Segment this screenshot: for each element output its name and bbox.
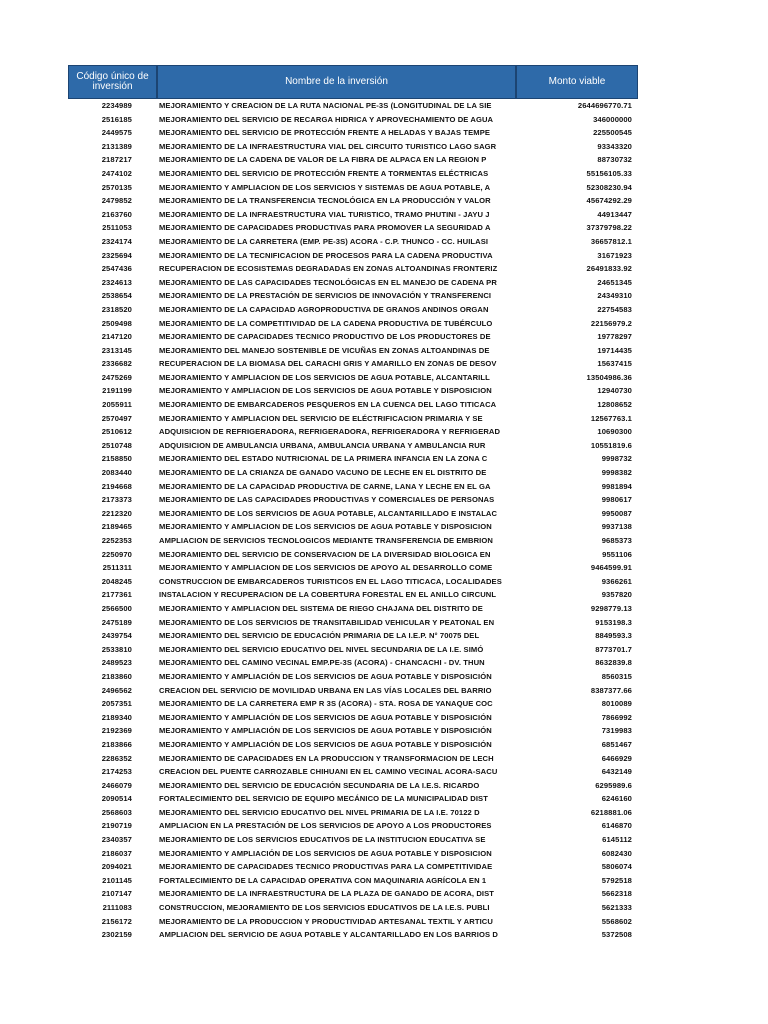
cell-code: 2194668	[101, 481, 132, 491]
cell-name: RECUPERACION DE LA BIOMASA DEL CARACHI GRIS Y AMARILLO EN ZONAS DE DESOV	[159, 359, 497, 369]
cell-name: MEJORAMIENTO Y AMPLIACION DE LOS SERVICIOS DE AGUA POTABLE Y DISPOSICION	[159, 522, 492, 532]
cell-name: MEJORAMIENTO DEL SERVICIO DE EDUCACIÓN SECUNDARIA DE LA I.E.S. RICARDO	[159, 780, 480, 790]
table-row[interactable]	[68, 548, 638, 562]
cell-name: MEJORAMIENTO Y AMPLIACIÓN DE LOS SERVICIOS DE AGUA POTABLE Y DISPOSICIÓN	[159, 712, 492, 722]
cell-name: MEJORAMIENTO Y AMPLIACION DEL SERVICIO DE ELÉCTRIFICACION PRIMARIA Y SE	[159, 413, 483, 423]
cell-code: 2475189	[101, 617, 132, 627]
cell-name: MEJORAMIENTO DEL SERVICIO DE RECARGA HIDRICA Y APROVECHAMIENTO DE AGUA	[159, 114, 494, 124]
header-code[interactable]: Código único de inversión	[68, 65, 157, 99]
table-header	[68, 65, 638, 99]
cell-amount: 8773701.7	[595, 644, 632, 654]
cell-amount: 5372508	[601, 930, 632, 940]
header-name[interactable]: Nombre de la inversión	[157, 65, 516, 99]
cell-name: MEJORAMIENTO Y AMPLIACION DE LOS SERVICIOS DE AGUA POTABLE Y DISPOSICION	[159, 386, 492, 396]
cell-code: 2083440	[101, 468, 132, 478]
cell-code: 2189340	[101, 712, 132, 722]
cell-amount: 7319983	[601, 726, 632, 736]
table-row[interactable]	[68, 765, 638, 779]
cell-name: MEJORAMIENTO DE LA CAPACIDAD AGROPRODUCTIVA DE GRANOS ANDINOS ORGAN	[159, 304, 489, 314]
cell-name: MEJORAMIENTO DE LA CARRETERA EMP R 3S (ACORA) - STA. ROSA DE YANAQUE COC	[159, 699, 493, 709]
cell-code: 2340357	[101, 835, 132, 845]
cell-code: 2183860	[101, 671, 132, 681]
cell-name: MEJORAMIENTO Y AMPLIACION DEL SISTEMA DE RIEGO CHAJANA DEL DISTRITO DE	[159, 603, 483, 613]
cell-name: MEJORAMIENTO DE LAS CAPACIDADES PRODUCTIVAS Y COMERCIALES DE PERSONAS	[159, 495, 495, 505]
cell-name: MEJORAMIENTO DE LA INFRAESTRUCTURA VIAL TURISTICO, TRAMO PHUTINI - JAYU J	[159, 209, 490, 219]
cell-code: 2325694	[101, 250, 132, 260]
cell-amount: 37379798.22	[586, 223, 632, 233]
cell-name: MEJORAMIENTO Y AMPLIACIÓN DE LOS SERVICIOS DE AGUA POTABLE Y DISPOSICION	[159, 848, 492, 858]
cell-name: MEJORAMIENTO DE LOS SERVICIOS DE AGUA POTABLE, ALCANTARILLADO E INSTALAC	[159, 508, 498, 518]
table-row[interactable]	[68, 181, 638, 195]
cell-code: 2107147	[101, 889, 132, 899]
table-row[interactable]	[68, 480, 638, 494]
cell-code: 2177361	[101, 590, 132, 600]
cell-amount: 52308230.94	[586, 182, 632, 192]
cell-amount: 10551819.6	[590, 440, 632, 450]
cell-name: CREACION DEL SERVICIO DE MOVILIDAD URBANA EN LAS VÍAS LOCALES DEL BARRIO	[159, 685, 492, 695]
cell-code: 2568603	[101, 807, 132, 817]
table-row[interactable]	[68, 235, 638, 249]
table-row[interactable]	[68, 629, 638, 643]
cell-amount: 8632839.8	[595, 658, 632, 668]
cell-name: MEJORAMIENTO Y AMPLIACIÓN DE LOS SERVICIOS DE AGUA POTABLE Y DISPOSICIÓN	[159, 726, 492, 736]
table-row[interactable]	[68, 860, 638, 874]
cell-amount: 55156105.33	[586, 168, 632, 178]
cell-code: 2101145	[102, 875, 132, 885]
table-row[interactable]	[68, 153, 638, 167]
cell-name: MEJORAMIENTO DE LA CADENA DE VALOR DE LA FIBRA DE ALPACA EN LA REGION P	[159, 155, 487, 165]
cell-amount: 26491833.92	[586, 264, 632, 274]
cell-name: MEJORAMIENTO DEL MANEJO SOSTENIBLE DE VICUÑAS EN ZONAS ALTOANDINAS DE	[159, 345, 490, 355]
cell-code: 2489523	[101, 658, 132, 668]
table-row[interactable]	[68, 684, 638, 698]
table-row[interactable]	[68, 901, 638, 915]
cell-amount: 22754583	[597, 304, 632, 314]
table-row[interactable]	[68, 371, 638, 385]
cell-name: MEJORAMIENTO DEL SERVICIO DE PROTECCIÓN FRENTE A TORMENTAS ELÉCTRICAS	[159, 168, 489, 178]
cell-code: 2055911	[102, 400, 132, 410]
cell-code: 2189465	[101, 522, 132, 532]
cell-amount: 5806074	[601, 862, 632, 872]
cell-name: MEJORAMIENTO DE LOS SERVICIOS DE TRANSITABILIDAD VEHICULAR Y PEATONAL EN	[159, 617, 495, 627]
cell-code: 2510612	[101, 427, 132, 437]
cell-code: 2570135	[101, 182, 132, 192]
table-row[interactable]	[68, 711, 638, 725]
cell-name: MEJORAMIENTO DE LA INFRAESTRUCTURA DE LA PLAZA DE GANADO DE ACORA, DIST	[159, 889, 495, 899]
cell-code: 2533810	[101, 644, 132, 654]
cell-code: 2183866	[101, 739, 132, 749]
table-row[interactable]	[68, 317, 638, 331]
cell-code: 2192369	[101, 726, 132, 736]
cell-code: 2336682	[101, 359, 132, 369]
table-row[interactable]	[68, 534, 638, 548]
cell-name: MEJORAMIENTO DEL SERVICIO DE CONSERVACION DE LA DIVERSIDAD BIOLOGICA EN	[159, 549, 491, 559]
cell-name: MEJORAMIENTO DEL SERVICIO EDUCATIVO DEL NIVEL SECUNDARIA DE LA I.E. SIMÓ	[159, 644, 484, 654]
cell-code: 2174253	[101, 767, 132, 777]
cell-amount: 9357820	[601, 590, 632, 600]
cell-name: MEJORAMIENTO DE LA INFRAESTRUCTURA VIAL DEL CIRCUITO TURISTICO LAGO SAGR	[159, 141, 497, 151]
cell-name: MEJORAMIENTO Y AMPLIACION DE LOS SERVICIOS Y SISTEMAS DE AGUA POTABLE, A	[159, 182, 491, 192]
cell-name: MEJORAMIENTO DE LA COMPETITIVIDAD DE LA CADENA PRODUCTIVA DE TUBÉRCULO	[159, 318, 493, 328]
cell-code: 2212320	[101, 508, 132, 518]
cell-amount: 12808652	[597, 400, 632, 410]
cell-code: 2156172	[101, 916, 132, 926]
table-row[interactable]	[68, 915, 638, 929]
cell-amount: 8010089	[601, 699, 632, 709]
cell-code: 2302159	[101, 930, 132, 940]
cell-amount: 19778297	[597, 332, 632, 342]
table-row[interactable]	[68, 616, 638, 630]
cell-amount: 8560315	[601, 671, 632, 681]
cell-code: 2466079	[101, 780, 132, 790]
cell-name: MEJORAMIENTO Y AMPLIACIÓN DE LOS SERVICIOS DE AGUA POTABLE Y DISPOSICIÓN	[159, 739, 492, 749]
cell-code: 2324174	[101, 236, 132, 246]
cell-name: AMPLIACION DEL SERVICIO DE AGUA POTABLE Y ALCANTARILLADO EN LOS BARRIOS D	[159, 930, 498, 940]
cell-amount: 9981894	[601, 481, 632, 491]
cell-amount: 6432149	[601, 767, 632, 777]
cell-code: 2163760	[101, 209, 132, 219]
table-row[interactable]	[68, 221, 638, 235]
cell-name: MEJORAMIENTO DEL ESTADO NUTRICIONAL DE LA PRIMERA INFANCIA EN LA ZONA C	[159, 454, 488, 464]
table-row[interactable]	[68, 167, 638, 181]
cell-code: 2048245	[101, 576, 132, 586]
cell-code: 2324613	[101, 277, 132, 287]
cell-amount: 9998732	[601, 454, 632, 464]
cell-code: 2475269	[101, 372, 132, 382]
table-row[interactable]	[68, 330, 638, 344]
cell-amount: 9298779.13	[590, 603, 632, 613]
cell-amount: 9464599.91	[590, 563, 632, 573]
cell-amount: 12940730	[597, 386, 632, 396]
cell-amount: 6145112	[602, 835, 632, 845]
cell-amount: 9551106	[602, 549, 632, 559]
cell-code: 2131389	[101, 141, 132, 151]
table-row[interactable]	[68, 439, 638, 453]
table-row[interactable]	[68, 833, 638, 847]
cell-amount: 5662318	[601, 889, 632, 899]
table-row[interactable]	[68, 249, 638, 263]
cell-code: 2190719	[101, 821, 132, 831]
table-row[interactable]	[68, 520, 638, 534]
table-row[interactable]	[68, 874, 638, 888]
cell-amount: 225500545	[593, 128, 632, 138]
cell-code: 2479852	[101, 196, 132, 206]
cell-code: 2187217	[101, 155, 132, 165]
cell-name: MEJORAMIENTO Y CREACION DE LA RUTA NACIONAL PE-3S (LONGITUDINAL DE LA SIE	[159, 101, 492, 110]
table-row[interactable]	[68, 724, 638, 738]
table-row[interactable]	[68, 425, 638, 439]
table-row[interactable]	[68, 452, 638, 466]
cell-amount: 93343320	[597, 141, 632, 151]
cell-code: 2057351	[101, 699, 132, 709]
cell-name: MEJORAMIENTO DE CAPACIDADES TECNICO PRODUCTIVAS PARA LA COMPETITIVIDAE	[159, 862, 493, 872]
cell-code: 2511053	[102, 223, 132, 233]
table-row[interactable]	[68, 344, 638, 358]
table-row[interactable]	[68, 357, 638, 371]
cell-name: ADQUISICION DE REFRIGERADORA, REFRIGERADORA, REFRIGERADORA Y REFRIGERAD	[159, 427, 501, 437]
table-row[interactable]	[68, 887, 638, 901]
cell-code: 2234989	[101, 101, 132, 110]
cell-name: CONSTRUCCION DE EMBARCADEROS TURISTICOS EN EL LAGO TITICACA, LOCALIDADES	[159, 576, 502, 586]
table-row[interactable]	[68, 289, 638, 303]
cell-name: FORTALECIMIENTO DE LA CAPACIDAD OPERATIVA CON MAQUINARIA AGRÍCOLA EN 1	[159, 875, 487, 885]
cell-amount: 22156979.2	[590, 318, 632, 328]
cell-name: MEJORAMIENTO DE LA PRESTACIÓN DE SERVICIOS DE INNOVACIÓN Y TRANSFERENCI	[159, 291, 492, 301]
cell-name: CREACION DEL PUENTE CARROZABLE CHIHUANI EN EL CAMINO VECINAL ACORA-SACU	[159, 767, 498, 777]
investment-table	[68, 65, 638, 942]
cell-amount: 24651345	[597, 277, 632, 287]
table-row[interactable]	[68, 507, 638, 521]
cell-code: 2250970	[101, 549, 132, 559]
cell-name: MEJORAMIENTO DE LA PRODUCCION Y PRODUCTIVIDAD ARTESANAL TEXTIL Y ARTICU	[159, 916, 493, 926]
cell-amount: 9685373	[601, 536, 632, 545]
cell-code: 2147120	[101, 332, 132, 342]
table-row[interactable]	[68, 208, 638, 222]
cell-amount: 44913447	[597, 209, 632, 219]
cell-code: 2173373	[101, 495, 132, 505]
cell-amount: 6082430	[601, 848, 632, 858]
cell-name: MEJORAMIENTO DE LOS SERVICIOS EDUCATIVOS DE LA INSTITUCION EDUCATIVA SE	[159, 835, 486, 845]
cell-name: MEJORAMIENTO DE CAPACIDADES EN LA PRODUCCION Y TRANSFORMACION DE LECH	[159, 753, 494, 763]
table-row[interactable]	[68, 697, 638, 711]
cell-code: 2158850	[101, 454, 132, 464]
cell-name: MEJORAMIENTO DE CAPACIDADES PRODUCTIVAS PARA PROMOVER LA SEGURIDAD A	[159, 223, 491, 233]
cell-amount: 6246160	[601, 794, 632, 804]
table-row[interactable]	[68, 140, 638, 154]
cell-name: MEJORAMIENTO DEL SERVICIO EDUCATIVO DEL NIVEL PRIMARIA DE LA I.E. 70122 D	[159, 807, 480, 817]
table-row[interactable]	[68, 847, 638, 861]
cell-amount: 9153198.3	[595, 617, 632, 627]
cell-amount: 9980617	[601, 495, 632, 505]
cell-code: 2474102	[101, 168, 132, 178]
cell-name: AMPLIACION DE SERVICIOS TECNOLOGICOS MEDIANTE TRANSFERENCIA DE EMBRION	[159, 536, 493, 545]
table-row[interactable]	[68, 643, 638, 657]
cell-amount: 5792518	[601, 875, 632, 885]
cell-amount: 2644696770.71	[577, 101, 632, 110]
cell-name: FORTALECIMIENTO DEL SERVICIO DE EQUIPO MECÁNICO DE LA MUNICIPALIDAD DIST	[159, 794, 488, 804]
table-row[interactable]	[68, 113, 638, 127]
table-row[interactable]	[68, 819, 638, 833]
table-row[interactable]	[68, 561, 638, 575]
table-row[interactable]	[68, 412, 638, 426]
cell-name: INSTALACION Y RECUPERACION DE LA COBERTURA FORESTAL EN EL ANILLO CIRCUNL	[159, 590, 497, 600]
cell-name: ADQUISICION DE AMBULANCIA URBANA, AMBULANCIA URBANA Y AMBULANCIA RUR	[159, 440, 486, 450]
cell-amount: 6851467	[601, 739, 632, 749]
cell-code: 2252353	[101, 536, 132, 545]
cell-code: 2496562	[101, 685, 132, 695]
table-row[interactable]	[68, 384, 638, 398]
table-row[interactable]	[68, 738, 638, 752]
cell-code: 2510748	[101, 440, 132, 450]
cell-code: 2318520	[101, 304, 132, 314]
cell-code: 2191199	[102, 386, 132, 396]
cell-name: MEJORAMIENTO DE LA TRANSFERENCIA TECNOLÓGICA EN LA PRODUCCIÓN Y VALOR	[159, 196, 491, 206]
table-row[interactable]	[68, 779, 638, 793]
cell-name: MEJORAMIENTO DE LA CAPACIDAD PRODUCTIVA DE CARNE, LANA Y LECHE EN EL GA	[159, 481, 491, 491]
cell-amount: 24349310	[597, 291, 632, 301]
cell-amount: 88730732	[597, 155, 632, 165]
header-amount[interactable]: Monto viable	[516, 65, 638, 99]
table-row[interactable]	[68, 792, 638, 806]
cell-name: MEJORAMIENTO Y AMPLIACION DE LOS SERVICIOS DE APOYO AL DESARROLLO COME	[159, 563, 493, 573]
cell-amount: 10690300	[597, 427, 632, 437]
cell-amount: 9366261	[601, 576, 632, 586]
table-row[interactable]	[68, 670, 638, 684]
table-row[interactable]	[68, 398, 638, 412]
table-row[interactable]	[68, 575, 638, 589]
cell-amount: 45674292.29	[586, 196, 632, 206]
cell-amount: 9998382	[601, 468, 632, 478]
cell-amount: 15637415	[597, 359, 632, 369]
cell-name: MEJORAMIENTO Y AMPLIACIÓN DE LOS SERVICIOS DE AGUA POTABLE Y DISPOSICIÓN	[159, 671, 492, 681]
cell-name: CONSTRUCCION, MEJORAMIENTO DE LOS SERVICIOS EDUCATIVOS DE LA I.E.S. PUBLI	[159, 903, 490, 913]
table-row[interactable]	[68, 493, 638, 507]
cell-amount: 6218881.06	[590, 807, 632, 817]
cell-amount: 9937138	[601, 522, 632, 532]
table-row[interactable]	[68, 656, 638, 670]
cell-name: MEJORAMIENTO DE LA CRIANZA DE GANADO VACUNO DE LECHE EN EL DISTRITO DE	[159, 468, 487, 478]
cell-name: MEJORAMIENTO Y AMPLIACION DE LOS SERVICIOS DE AGUA POTABLE, ALCANTARILL	[159, 372, 490, 382]
table-row[interactable]	[68, 928, 638, 942]
cell-code: 2516185	[101, 114, 132, 124]
table-row[interactable]	[68, 194, 638, 208]
cell-amount: 6466929	[601, 753, 632, 763]
table-row[interactable]	[68, 262, 638, 276]
cell-amount: 346000000	[593, 114, 632, 124]
cell-amount: 5621333	[601, 903, 632, 913]
cell-amount: 5568602	[601, 916, 632, 926]
cell-amount: 13504986.36	[586, 372, 632, 382]
cell-code: 2538654	[101, 291, 132, 301]
cell-code: 2566500	[101, 603, 132, 613]
table-row[interactable]	[68, 588, 638, 602]
cell-code: 2439754	[101, 631, 132, 641]
table-row[interactable]	[68, 466, 638, 480]
cell-name: AMPLIACION EN LA PRESTACIÓN DE LOS SERVICIOS DE APOYO A LOS PRODUCTORES	[159, 821, 492, 831]
table-body	[68, 99, 638, 942]
cell-code: 2313145	[101, 345, 132, 355]
cell-amount: 36657812.1	[590, 236, 632, 246]
cell-amount: 6146870	[601, 821, 632, 831]
table-row[interactable]	[68, 276, 638, 290]
cell-code: 2094021	[101, 862, 132, 872]
cell-code: 2286352	[101, 753, 132, 763]
table-row[interactable]	[68, 126, 638, 140]
cell-amount: 8387377.66	[590, 685, 632, 695]
cell-code: 2511311	[102, 563, 132, 573]
cell-name: MEJORAMIENTO DE LAS CAPACIDADES TECNOLÓGICAS EN EL MANEJO DE CADENA PR	[159, 277, 497, 287]
cell-code: 2509498	[101, 318, 132, 328]
cell-name: MEJORAMIENTO DEL CAMINO VECINAL EMP.PE-3S (ACORA) - CHANCACHI - DV. THUN	[159, 658, 485, 668]
cell-code: 2570497	[101, 413, 132, 423]
cell-code: 2547436	[101, 264, 132, 274]
cell-code: 2449575	[101, 128, 132, 138]
table-row[interactable]	[68, 303, 638, 317]
cell-code: 2186037	[101, 848, 132, 858]
cell-amount: 8849593.3	[595, 631, 632, 641]
table-row[interactable]	[68, 752, 638, 766]
cell-name: MEJORAMIENTO DE CAPACIDADES TECNICO PRODUCTIVO DE LOS PRODUCTORES DE	[159, 332, 491, 342]
cell-name: MEJORAMIENTO DEL SERVICIO DE PROTECCIÓN FRENTE A HELADAS Y BAJAS TEMPE	[159, 128, 491, 138]
cell-code: 2090514	[101, 794, 132, 804]
cell-amount: 6295989.6	[595, 780, 632, 790]
cell-amount: 19714435	[597, 345, 632, 355]
cell-code: 2111083	[102, 903, 132, 913]
cell-name: MEJORAMIENTO DE EMBARCADEROS PESQUEROS EN LA CUENCA DEL LAGO TITICACA	[159, 400, 497, 410]
cell-amount: 31671923	[597, 250, 632, 260]
table-row[interactable]	[68, 806, 638, 820]
cell-amount: 7866992	[601, 712, 632, 722]
cell-name: MEJORAMIENTO DEL SERVICIO DE EDUCACIÓN PRIMARIA DE LA I.E.P. N° 70075 DEL	[159, 631, 480, 641]
cell-amount: 12567763.1	[590, 413, 632, 423]
cell-name: MEJORAMIENTO DE LA CARRETERA (EMP. PE-3S) ACORA - C.P. THUNCO - CC. HUILASI	[159, 236, 489, 246]
cell-amount: 9950087	[601, 508, 632, 518]
table-row[interactable]	[68, 99, 638, 113]
table-row[interactable]	[68, 602, 638, 616]
cell-name: MEJORAMIENTO DE LA TECNIFICACION DE PROCESOS PARA LA CADENA PRODUCTIVA	[159, 250, 493, 260]
cell-name: RECUPERACION DE ECOSISTEMAS DEGRADADAS EN ZONAS ALTOANDINAS FRONTERIZ	[159, 264, 498, 274]
